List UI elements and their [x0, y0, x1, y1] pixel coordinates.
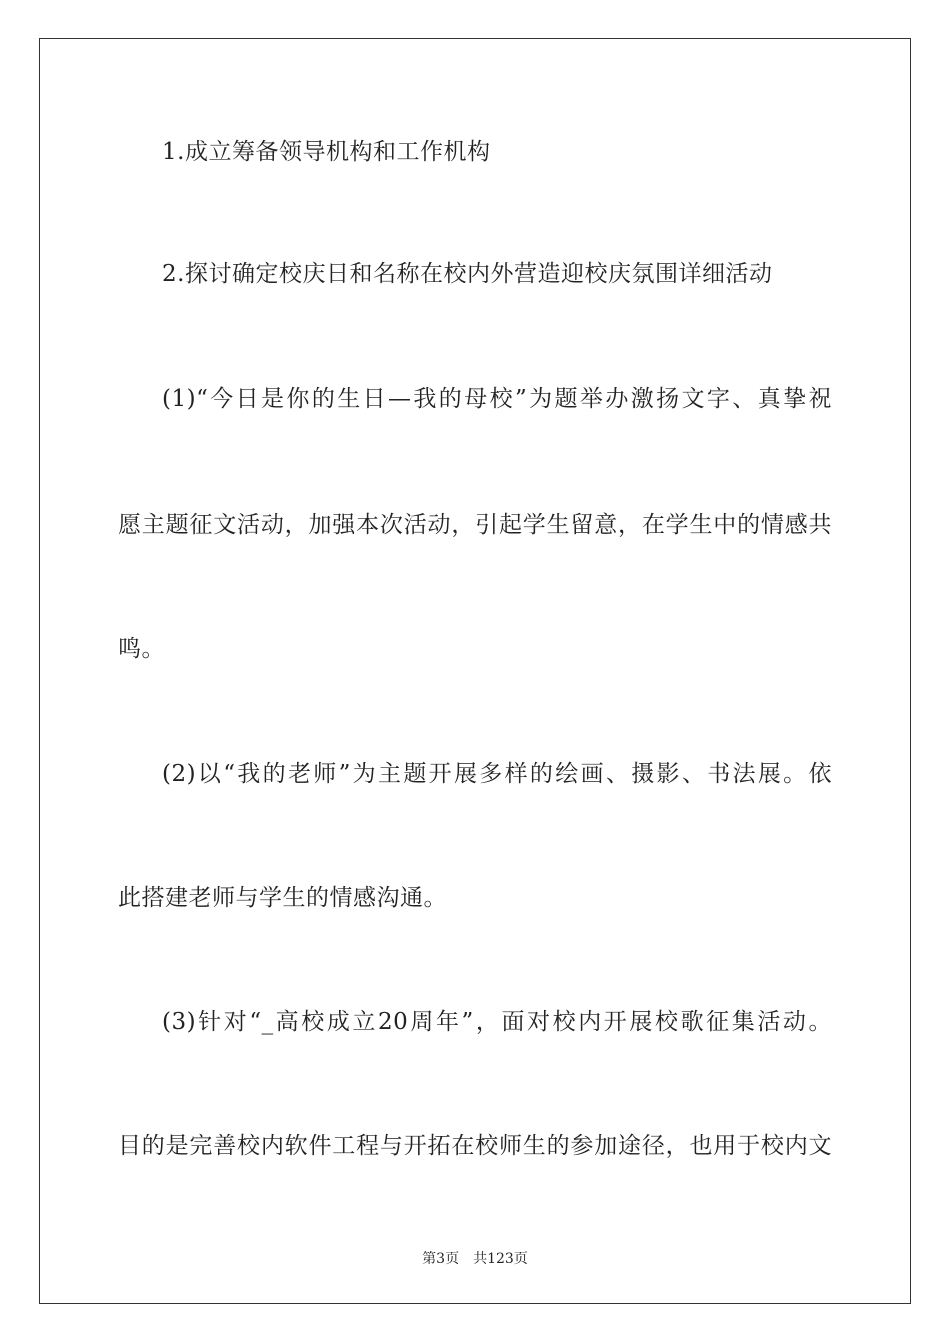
paragraph-line-5: 鸣。	[118, 636, 165, 662]
page-number: 第3页	[422, 1251, 460, 1267]
paragraph-line-4: 愿主题征文活动，加强本次活动，引起学生留意，在学生中的情感共	[118, 512, 832, 538]
paragraph-line-2: 2.探讨确定校庆日和名称在校内外营造迎校庆氛围详细活动	[162, 261, 773, 287]
total-pages: 共123页	[473, 1251, 528, 1267]
paragraph-line-1: 1.成立筹备领导机构和工作机构	[162, 139, 491, 165]
paragraph-line-8: (3)针对“_高校成立20周年”，面对校内开展校歌征集活动。	[162, 1009, 832, 1035]
page-footer	[0, 1250, 950, 1268]
paragraph-line-3: (1)“今日是你的生日—我的母校”为题举办激扬文字、真挚祝	[162, 386, 832, 412]
paragraph-line-9: 目的是完善校内软件工程与开拓在校师生的参加途径，也用于校内文	[118, 1133, 832, 1159]
paragraph-line-7: 此搭建老师与学生的情感沟通。	[118, 885, 447, 911]
paragraph-line-6: (2)以“我的老师”为主题开展多样的绘画、摄影、书法展。依	[162, 761, 832, 787]
page-border	[39, 38, 911, 1304]
